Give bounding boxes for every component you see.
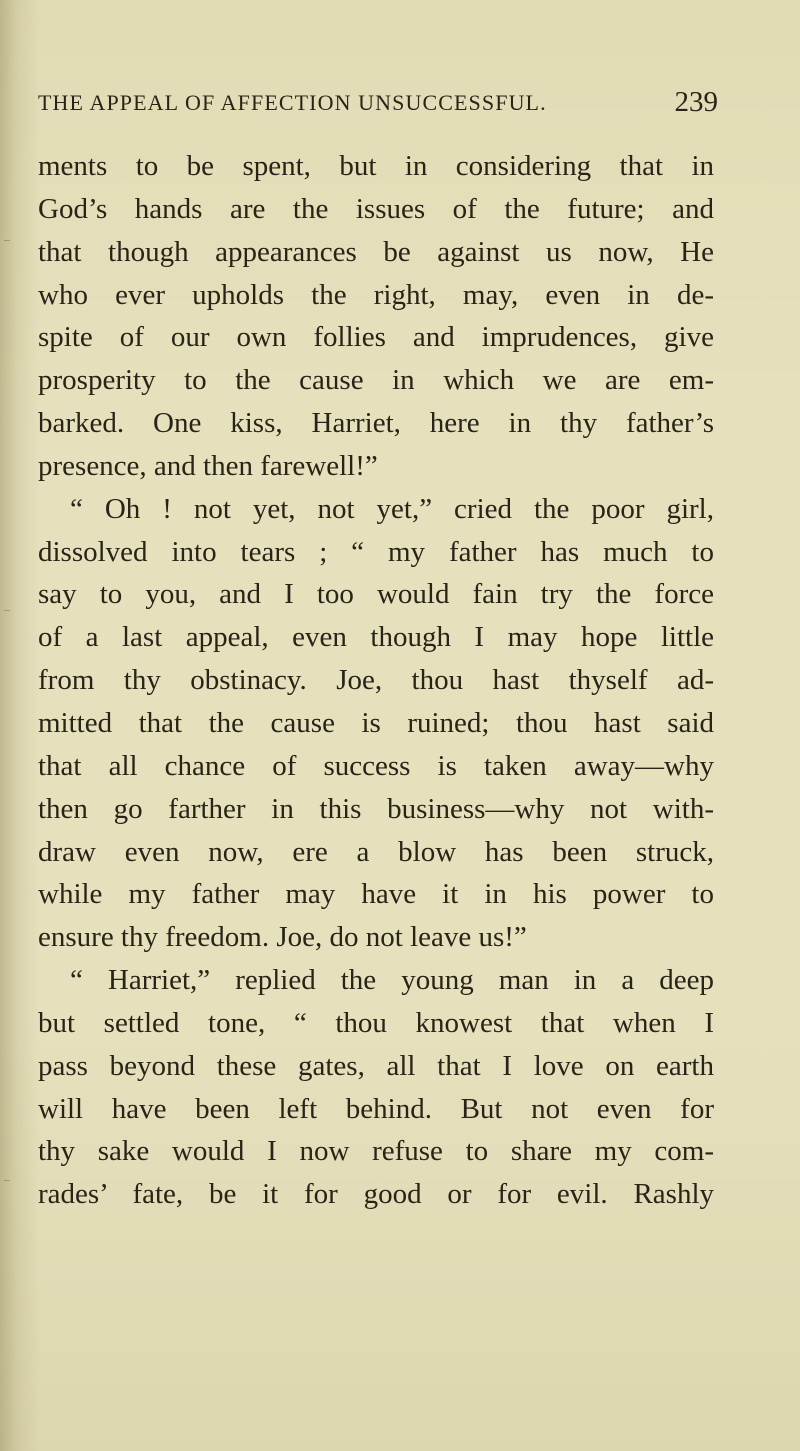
text-line: but settled tone, “ thou knowest that when I (38, 1006, 714, 1039)
gutter-mark (4, 610, 10, 611)
text-line: thy sake would I now refuse to share my com- (38, 1135, 714, 1168)
text-line: ments to be spent, but in considering that in (38, 150, 714, 182)
text-line: while my father may have it in his power to (38, 878, 714, 911)
text-line: then go farther in this business—why not with- (38, 792, 714, 825)
text-line: that all chance of success is taken away—why (38, 749, 714, 782)
gutter-mark (4, 240, 10, 241)
text-line: will have been left behind. But not even for (38, 1092, 714, 1125)
text-line: dissolved into tears ; “ my father has much to (38, 535, 714, 568)
paragraph-start-line: “ Oh ! not yet, not yet,” cried the poor girl, (70, 492, 714, 525)
text-line: God’s hands are the issues of the future; and (38, 192, 714, 225)
text-line: mitted that the cause is ruined; thou hast said (38, 706, 714, 739)
text-line: prosperity to the cause in which we are em- (38, 364, 714, 397)
text-line: who ever upholds the right, may, even in de- (38, 278, 714, 311)
text-line: barked. One kiss, Harriet, here in thy father’s (38, 407, 714, 440)
paragraph-end-line: ensure thy freedom. Joe, do not leave us!” (38, 921, 527, 954)
page-header (38, 86, 718, 126)
text-line: say to you, and I too would fain try the force (38, 578, 714, 611)
paragraph-start-line: “ Harriet,” replied the young man in a deep (70, 964, 714, 997)
text-line: that though appearances be against us now, He (38, 235, 714, 268)
gutter-mark (4, 1180, 10, 1181)
text-line: of a last appeal, even though I may hope little (38, 621, 714, 654)
text-line: from thy obstinacy. Joe, thou hast thyself ad- (38, 664, 714, 697)
text-line: pass beyond these gates, all that I love on earth (38, 1049, 714, 1082)
body-text (38, 145, 714, 1216)
text-line: draw even now, ere a blow has been struck, (38, 835, 714, 868)
paragraph-end-line: presence, and then farewell!” (38, 449, 378, 482)
text-line: spite of our own follies and imprudences, give (38, 321, 714, 354)
text-line: rades’ fate, be it for good or for evil. Rashly (38, 1178, 714, 1211)
running-head: THE APPEAL OF AFFECTION UNSUCCESSFUL. (38, 90, 547, 115)
page-number: 239 (674, 86, 718, 118)
